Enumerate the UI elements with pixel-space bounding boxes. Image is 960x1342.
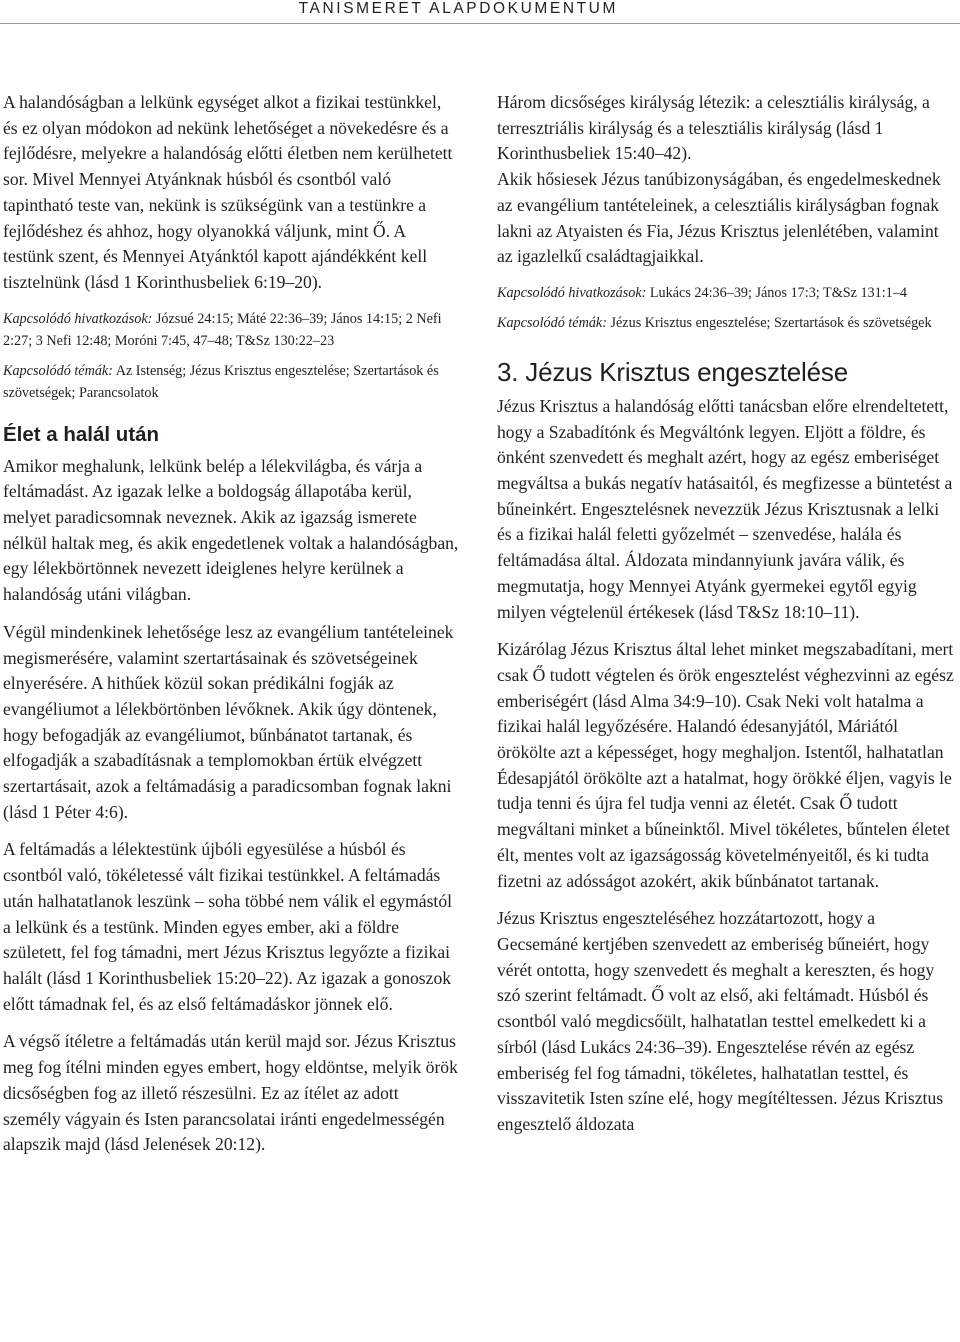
document-title: TANISMERET ALAPDOKUMENTUM (298, 0, 618, 17)
related-topics (3, 360, 459, 404)
left-column (3, 90, 459, 1158)
afterlife-paragraph-1: Amikor meghalunk, lelkünk belép a lélekvilágba, és várja a feltámadást. Az igazak lelke a boldogság állapotába kerül, melyet paradicsomnak neveznek. Akik az igazság ismerete nélkül haltak meg, és akik engedetlenek voltak a halandóságban, egy lélekbörtönnek nevezett ideiglenes helyre kerülnek a halandóság utáni világban. (3, 455, 459, 605)
related-topics-text: Az Istenség; Jézus Krisztus engesztelése; Szertartások és szövetségek; Parancsolatok (3, 362, 439, 401)
atonement-paragraph-3: Jézus Krisztus engeszteléséhez hozzátartozott, hogy a Gecsemáné kertjében szenvedett az emberiség bűneiért, hogy vérét ontotta, hogy szenvedett és meghalt a kereszten, és hogy szó szerint feltámadt. Ő volt az első, aki feltámadt. Húsból és csontból való megdicsőült, halhatatlan testtel emelkedett ki a sírból (lásd Lukács 24:36–39). Engesztelése révén az egész emberiség fel fog támadni, tökéletes, halhatatlan testtel, és visszavitetik Isten színe elé, hogy megítéltessen. Jézus Krisztus engesztelő áldozata (497, 908, 944, 1134)
intro-paragraph: A halandóságban a lelkünk egységet alkot a fizikai testünkkel, és ez olyan módokon ad nekünk lehetőséget a növekedésre és a fejlődésre, melyekre a halandóság előtti életben nem kerülhetett sor. Mivel Mennyei Atyánknak húsból és csontból való tapintható teste van, nekünk is szükségünk van a testünkre a fejlődéshez és ahhoz, hogy olyanokká váljunk, mint Ő. A testünk szent, és Mennyei Atyánktól kapott ajándékként kell tisztelnünk (lásd 1 Korinthusbeliek 6:19–20). (3, 92, 453, 292)
related-references-right-label: Kapcsolódó hivatkozások: (497, 284, 647, 301)
related-topics-right-label: Kapcsolódó témák: (497, 314, 607, 331)
related-references-right (497, 282, 955, 304)
section-heading-atonement: 3. Jézus Krisztus engesztelése (497, 356, 848, 387)
afterlife-paragraph-2: Végül mindenkinek lehetősége lesz az evangélium tantételeinek megismerésére, valamint szertartásainak és szövetségeinek elnyerésére. A hithűek közül sokan prédikálni fogják az evangéliumot a lélekbörtönben lévőknek. Akik úgy döntenek, hogy befogadják az evangéliumot, bűnbánatot tartanak, és elfogadják a szabadításnak a templomokban értük elvégzett szertartásait, azok a feltámadásig a paradicsomban fognak lakni (lásd 1 Péter 4:6). (3, 621, 454, 822)
section-heading-afterlife: Élet a halál után (3, 422, 160, 446)
related-references-right-text: Lukács 24:36–39; János 17:3; T&Sz 131:1–4 (646, 284, 907, 301)
related-references (3, 308, 459, 352)
related-topics-right-text: Jézus Krisztus engesztelése; Szertartások és szövetségek (606, 314, 932, 331)
celestial-paragraph: Akik hősiesek Jézus tanúbizonyságában, és engedelmeskednek az evangélium tantételeinek, a celesztiális királyságban fognak lakni az Atyaisten és Fia, Jézus Krisztus jelenlétében, valamint az igazlelkű családtagjaikkal. (497, 169, 941, 267)
kingdoms-paragraph: Három dicsőséges királyság létezik: a celesztiális királyság, a terresztriális királyság és a telesztiális királyság (lásd 1 Korinthusbeliek 15:40–42). (497, 92, 930, 164)
related-references-text: Józsué 24:15; Máté 22:36–39; János 14:15; 2 Nefi 2:27; 3 Nefi 12:48; Moróni 7:45, 47–48; T&Sz 130:22–23 (3, 310, 442, 349)
afterlife-paragraph-4: A végső ítéletre a feltámadás után kerül majd sor. Jézus Krisztus meg fog ítélni minden egyes embert, hogy eldöntse, melyik örök dicsőségben fog az illető részesülni. Ez az ítélet az adott személy vágyain és Isten parancsolatai iránti engedelmességén alapszik majd (lásd Jelenések 20:12). (3, 1031, 458, 1155)
page-header (0, 0, 960, 22)
related-references-label: Kapcsolódó hivatkozások: (3, 310, 153, 327)
atonement-paragraph-2: Kizárólag Jézus Krisztus által lehet minket megszabadítani, mert csak Ő tudott végtelen és örök engesztelést véghezvinni az egész emberiségért (lásd Alma 34:9–10). Csak Neki volt hatalma a fizikai halál legyőzésére. Halandó édesanyjától, Máriától örökölte azt a képességet, hogy meghaljon. Istentől, halhatatlan Édesapjától örökölte azt a hatalmat, hogy örökké éljen, vagyis le tudja tenni és újra fel tudja venni az életét. Csak Ő tudott megváltani minket a bűneinktől. Mivel tökéletes, bűntelen életet élt, mentes volt az igazságosság követelményeitől, és ki tudta fizetni az adósságot azokért, akik bűnbánatot tartanak. (497, 639, 954, 891)
related-topics-right (497, 312, 955, 334)
atonement-paragraph-1: Jézus Krisztus a halandóság előtti tanácsban előre elrendeltetett, hogy a Szabadítónk és Megváltónk legyen. Eljött a földre, és önként szenvedett és meghalt azért, hogy az egész emberiséget megváltsa a bukás negatív hatásaitól, és megfizesse a büntetést a bűneinkért. Engesztelésnek nevezzük Jézus Krisztusnak a lelki és a fizikai halál feletti győzelmét – szenvedése, halála és feltámadása által. Áldozata mindannyiunk javára válik, és megmutatja, hogy Mennyei Atyánk gyermekei egytől egyig milyen végtelenül értékesek (lásd T&Sz 18:10–11). (497, 395, 953, 622)
afterlife-paragraph-3: A feltámadás a lélektestünk újbóli egyesülése a húsból és csontból való, tökéletessé vált fizikai testünkkel. A feltámadás után halhatatlanok leszünk – soha többé nem válik el egymástól a lelkünk és a testünk. Minden egyes ember, aki a földre született, fel fog támadni, mert Jézus Krisztus legyőzte a fizikai halált (lásd 1 Korinthusbeliek 15:20–22). Az igazak a gonoszok előtt támadnak fel, és az első feltámadáskor jönnek elő. (3, 839, 453, 1014)
header-rule (0, 23, 960, 24)
related-topics-label: Kapcsolódó témák: (3, 362, 113, 379)
right-column (497, 90, 955, 1138)
